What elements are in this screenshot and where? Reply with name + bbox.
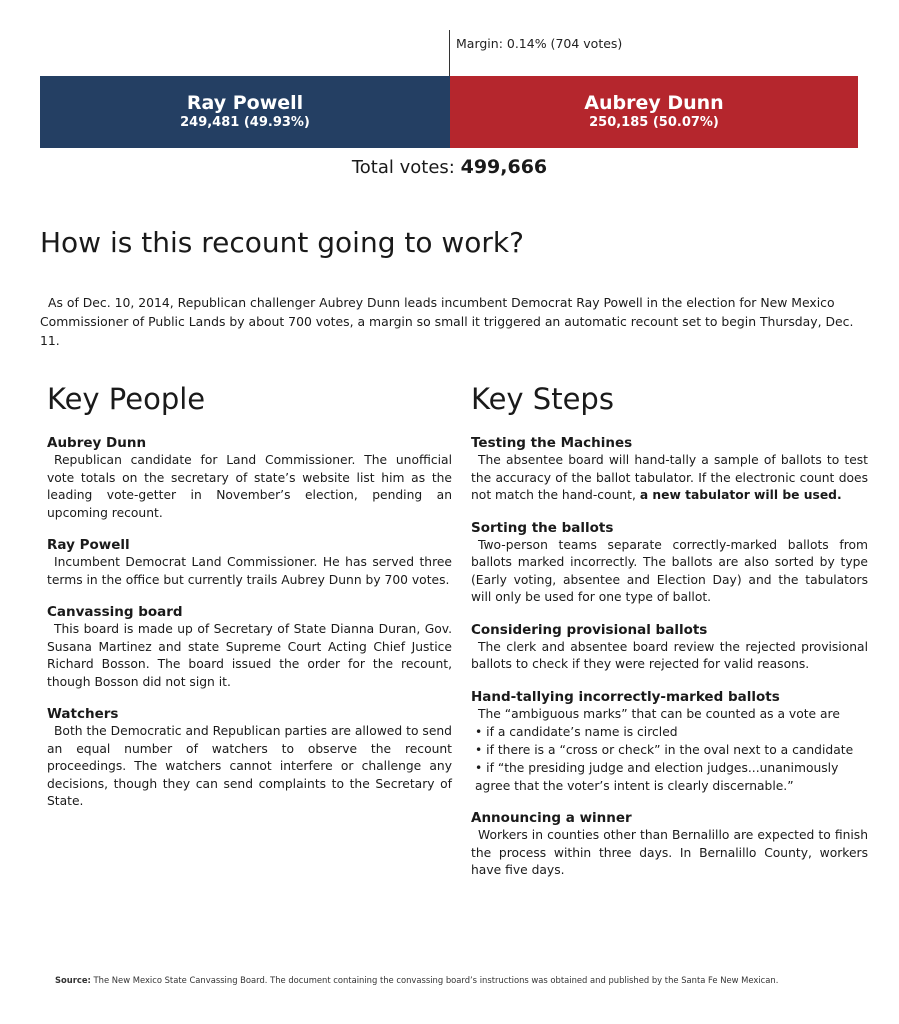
step-description: Two-person teams separate correctly-marked ballots from ballots marked incorrectly. The ballots are also sorted by type (Early voting, absentee and Election Day) and the tabulators will only be used for one type of ballot.: [471, 537, 868, 604]
vote-share-bar: [40, 76, 858, 148]
person-description: Both the Democratic and Republican parties are allowed to send an equal number of watchers to observe the recount proceedings. The watchers cannot interfere or challenge any decisions, though they can send complaints to the Secretary of State.: [47, 724, 452, 808]
total-votes-label: Total votes:: [351, 157, 455, 178]
step-description: The “ambiguous marks” that can be counted as a vote are: [478, 706, 840, 721]
person-description: This board is made up of Secretary of State Dianna Duran, Gov. Susana Martinez and state Supreme Court Acting Chief Justice Richard Bosson. The board issued the order for the recount, though Bosson did not sign it.: [47, 622, 452, 689]
step-testing: [471, 435, 868, 505]
person-name: Ray Powell: [47, 537, 130, 553]
source-footer: [55, 975, 778, 985]
ambiguous-marks-list: [471, 723, 868, 795]
step-hand-tally: [471, 689, 868, 796]
person-name: Canvassing board: [47, 604, 183, 620]
candidate-votes: 249,481 (49.93%): [180, 115, 310, 130]
total-votes: [0, 156, 899, 178]
person-name: Aubrey Dunn: [47, 435, 147, 451]
bar-segment-ray-powell: [40, 76, 450, 148]
step-emphasis: a new tabulator will be used.: [639, 488, 842, 502]
candidate-name: Aubrey Dunn: [584, 92, 724, 114]
list-item: • if a candidate’s name is circled: [471, 723, 868, 741]
step-description: Workers in counties other than Bernalillo are expected to finish the process within three days. In Bernalillo County, workers have five days.: [471, 828, 868, 877]
key-people-column: [47, 380, 452, 826]
list-item: • if there is a “cross or check” in the oval next to a candidate: [471, 741, 868, 759]
margin-label: Margin: 0.14% (704 votes): [456, 36, 623, 51]
margin-marker-line: [449, 30, 450, 77]
key-steps-column: [471, 380, 868, 895]
person-name: Watchers: [47, 706, 119, 722]
candidate-name: Ray Powell: [186, 92, 304, 114]
bar-segment-aubrey-dunn: [450, 76, 858, 148]
step-title: Sorting the ballots: [471, 519, 614, 536]
person-item: [47, 537, 452, 589]
person-description: Republican candidate for Land Commissioner. The unofficial vote totals on the secretary of state’s website list him as the leading vote-getter in November’s election, pending an upcoming recount.: [47, 453, 452, 520]
key-people-title: Key People: [47, 382, 206, 416]
list-item: • if “the presiding judge and election judges...unanimously agree that the voter’s intent is clearly discernable.”: [471, 759, 868, 795]
step-sorting: [471, 520, 868, 607]
source-label: Source:: [55, 975, 91, 985]
person-item: [47, 435, 452, 522]
headline: How is this recount going to work?: [40, 226, 524, 259]
step-title: Hand-tallying incorrectly-marked ballots: [471, 688, 780, 705]
step-provisional: [471, 622, 868, 674]
intro-paragraph: As of Dec. 10, 2014, Republican challenger Aubrey Dunn leads incumbent Democrat Ray Powell in the election for New Mexico Commissioner of Public Lands by about 700 votes, a margin so small it triggered an automatic recount set to begin Thursday, Dec. 11.: [40, 295, 854, 348]
candidate-votes: 250,185 (50.07%): [589, 115, 719, 130]
person-item: [47, 604, 452, 691]
key-steps-title: Key Steps: [471, 382, 614, 416]
person-item: [47, 706, 452, 811]
step-title: Considering provisional ballots: [471, 621, 708, 638]
source-text: The New Mexico State Canvassing Board. The document containing the convassing board’s instructions was obtained and published by the Santa Fe New Mexican.: [93, 975, 779, 985]
person-description: Incumbent Democrat Land Commissioner. He has served three terms in the office but currently trails Aubrey Dunn by 700 votes.: [47, 555, 452, 587]
step-winner: [471, 810, 868, 880]
step-title: Announcing a winner: [471, 810, 632, 826]
step-text: The absentee board will hand-tally a sample of ballots to test the accuracy of the ballot tabulator. If the electronic count does not match the hand-count,: [471, 453, 868, 502]
step-description: [471, 452, 868, 505]
step-title: Testing the Machines: [471, 435, 633, 451]
total-votes-value: 499,666: [460, 156, 548, 178]
step-description: The clerk and absentee board review the rejected provisional ballots to check if they were rejected for valid reasons.: [471, 639, 868, 671]
